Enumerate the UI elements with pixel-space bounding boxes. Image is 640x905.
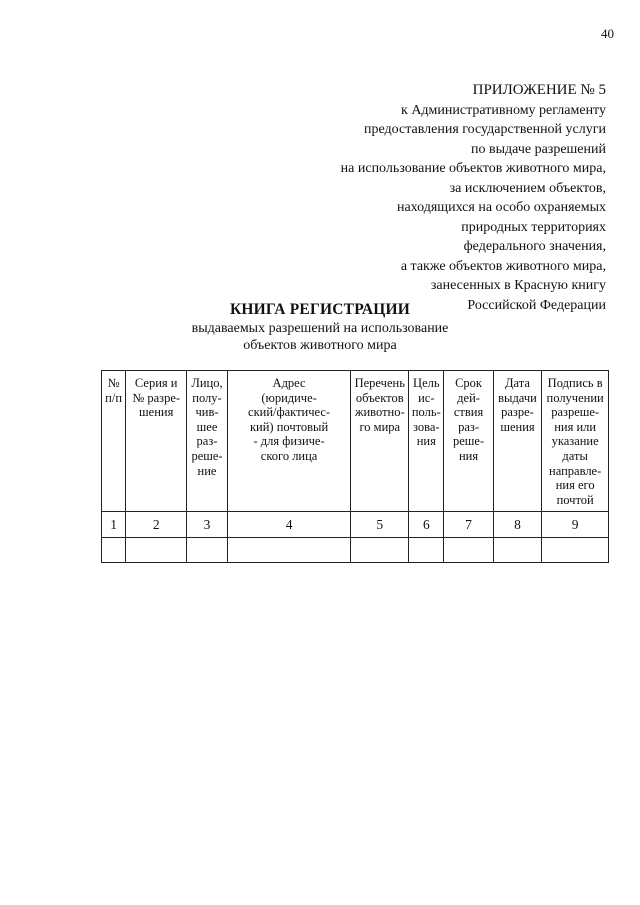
appendix-line: по выдаче разрешений — [471, 141, 606, 157]
column-number: 8 — [493, 512, 542, 538]
header-cell-purpose: Цель ис- поль- зова- ния — [409, 371, 444, 512]
table-row — [102, 538, 609, 563]
appendix-header — [186, 81, 606, 315]
empty-cell — [493, 538, 542, 563]
empty-cell — [409, 538, 444, 563]
header-cell-validity: Срок дей- ствия раз- реше- ния — [444, 371, 493, 512]
appendix-line: федерального значения, — [463, 239, 606, 254]
table-header-row — [102, 371, 609, 512]
book-title — [0, 300, 640, 354]
empty-cell — [351, 538, 409, 563]
header-cell-number: № п/п — [102, 371, 126, 512]
appendix-line: природных территориях — [461, 219, 606, 235]
header-cell-objects: Перечень объектов животно- го мира — [351, 371, 409, 512]
appendix-line: а также объектов животного мира, — [400, 258, 606, 274]
appendix-line: за исключением объектов, — [449, 180, 606, 196]
appendix-line: к Административному регламенту — [401, 102, 606, 118]
header-cell-address: Адрес (юридиче- ский/фактичес- кий) почтовый - для физиче- ского лица — [227, 371, 350, 512]
column-number: 9 — [542, 512, 609, 538]
column-number: 5 — [351, 512, 409, 538]
appendix-line: находящихся на особо охраняемых — [396, 200, 606, 215]
header-cell-signature: Подпись в получении разреше- ния или указание даты направле- ния его почтой — [542, 371, 609, 512]
header-cell-recipient: Лицо, полу- чив- шее раз- реше- ние — [187, 371, 228, 512]
empty-cell — [227, 538, 350, 563]
column-number: 1 — [102, 512, 126, 538]
page-number: 40 — [601, 26, 614, 41]
empty-cell — [187, 538, 228, 563]
appendix-line: занесенных в Красную книгу — [430, 278, 606, 293]
column-number: 7 — [444, 512, 493, 538]
header-cell-issue-date: Дата выдачи разре- шения — [493, 371, 542, 512]
empty-cell — [444, 538, 493, 563]
column-number: 3 — [187, 512, 228, 538]
book-title-main: КНИГА РЕГИСТРАЦИИ — [229, 301, 411, 318]
empty-cell — [542, 538, 609, 563]
header-cell-series: Серия и № разре- шения — [126, 371, 187, 512]
column-number: 2 — [126, 512, 187, 538]
appendix-title: ПРИЛОЖЕНИЕ № 5 — [472, 82, 606, 98]
empty-cell — [126, 538, 187, 563]
book-subtitle-line: выдаваемых разрешений на использование — [191, 321, 449, 336]
column-number: 4 — [227, 512, 350, 538]
appendix-line: на использование объектов животного мира, — [340, 161, 606, 176]
column-number-row — [102, 512, 609, 538]
appendix-line: предоставления государственной услуги — [364, 122, 606, 137]
appendix-line: Российской Федерации — [467, 297, 606, 313]
column-number: 6 — [409, 512, 444, 538]
registration-table — [101, 370, 609, 563]
book-subtitle-line: объектов животного мира — [243, 338, 397, 353]
empty-cell — [102, 538, 126, 563]
